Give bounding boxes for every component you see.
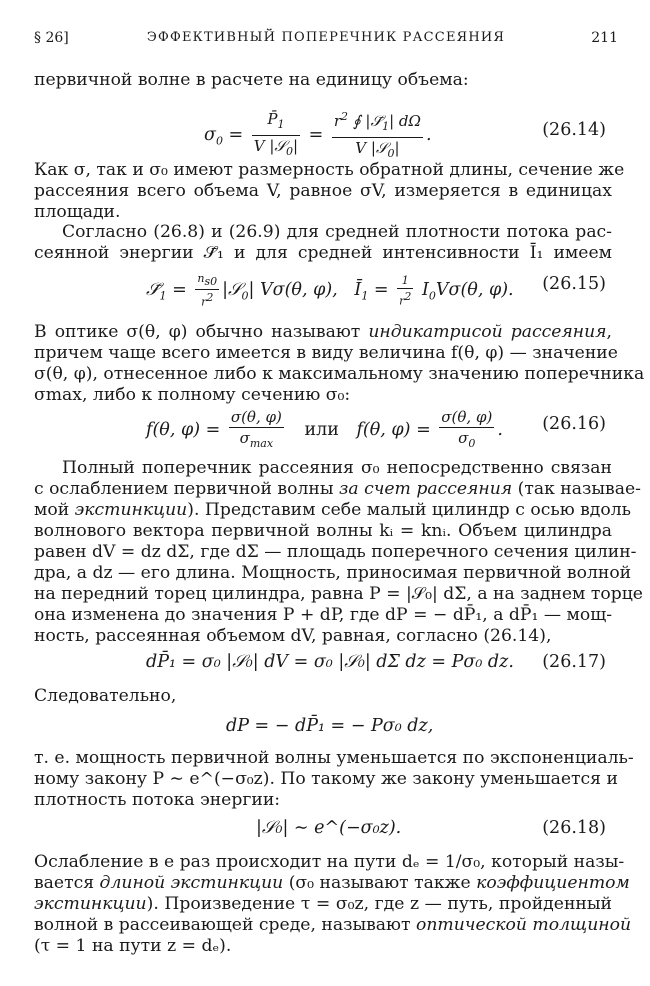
text-line: экстинкции). Произведение τ = σ₀z, где z — путь, пройденный [34,894,612,914]
text-line: плотность потока энергии: [34,790,281,810]
text-line: ному закону P ∼ e^(−σ₀z). По такому же закону уменьшается и [34,769,618,789]
equation-26-18 [34,818,612,842]
text-line: она изменена до значения P + dP, где dP = − dP̄₁, а dP̄₁ — мощ- [34,605,612,625]
equation-number: (26.16) [542,414,606,434]
running-title: ЭФФЕКТИВНЫЙ ПОПЕРЕЧНИК РАССЕЯНИЯ [146,30,506,45]
connector-word: или [304,420,339,440]
equation-body: dP̄₁ = σ₀ |𝒮₀| dV = σ₀ |𝒮₀| dΣ dz = Pσ₀ dz. [146,652,514,672]
section-marker: § 26] [34,30,69,46]
text-line: Следовательно, [34,686,177,706]
text-line: равен dV = dz dΣ, где dΣ — площадь поперечного сечения цилин- [34,542,637,562]
text-line: Как σ, так и σ₀ имеют размерность обратной длины, сечение же [34,160,625,180]
text-line: Согласно (26.8) и (26.9) для средней плотности потока рас- [62,222,612,242]
equation-26-16 [34,406,612,450]
paragraph-according [34,222,612,264]
equation-26-15 [34,270,612,310]
text-line: σ(θ, φ), отнесенное либо к максимальному значению поперечника [34,364,645,384]
text-line: волной в рассеивающей среде, называют оптической толщиной [34,915,632,935]
term-coefficient: коэффициентом [476,873,630,893]
text-line: на передний торец цилиндра, равна P = |𝒮₀| dΣ, а на заднем торце [34,584,643,604]
term-extinction: экстинкции [74,500,188,520]
text-line: сеянной энергии 𝒮̄₁ и для средней интенсивности Ī₁ имеем [34,243,612,263]
term-scattering: за счет рассеяния [338,479,513,499]
equation-body: |𝒮₀| ∼ e^(−σ₀z). [256,818,402,838]
term-indicatrix: индикатрисой рассеяния [368,322,607,342]
text-line: В оптике σ(θ, φ) обычно называют индикатрисой рассеяния, [34,322,612,342]
text-line: мой экстинкции). Представим себе малый цилиндр с осью вдоль [34,500,632,520]
equation-body: dP = − dP̄₁ = − Pσ₀ dz, [226,716,434,736]
paragraph-intro [34,70,612,91]
text-line: Ослабление в e раз происходит на пути dₑ = 1/σ₀, который назы- [34,852,625,872]
text-line: первичной волне в расчете на единицу объема: [34,70,469,90]
equation-unnumbered [34,716,612,740]
text-line: волнового вектора первичной волны kᵢ = knᵢ. Объем цилиндра [34,521,612,541]
equation-number: (26.18) [542,818,606,838]
paragraph-consequently [34,686,612,707]
text-line: (τ = 1 на пути z = dₑ). [34,936,232,956]
running-header [34,30,618,50]
paragraph-extinction [34,458,643,647]
page-number: 211 [591,30,618,46]
text-line: σmax, либо к полному сечению σ₀: [34,385,351,405]
term-optical-thickness: оптической толщиной [416,915,632,935]
equation-26-14 [34,102,612,160]
text-line: причем чаще всего имеется в виду величина f(θ, φ) — значение [34,343,618,363]
text-line: вается длиной экстинкции (σ₀ называют также коэффициентом [34,873,630,893]
equation-number: (26.15) [542,274,606,294]
text-line: дра, а dz — его длина. Мощность, приносимая первичной волной [34,563,632,583]
text-line: площади. [34,202,121,222]
equation-number: (26.17) [542,652,606,672]
paragraph-attenuation [34,852,632,957]
equation-body: $𝒮̄_1$ = $\frac{n_{s0}}{r^2}$ |𝒮$_0$| Vσ(θ, φ), $Ī_1$ = $\frac{1}{r^2}$ $I_0V\sigma(\theta$, φ). [146,272,514,309]
text-line: Полный поперечник рассеяния σ₀ непосредственно связан [62,458,612,478]
equation-body: f(θ, φ) = $\frac{\sigma(\theta, \varphi)}{\sigma_{max}}$ или f(θ, φ) = $\frac{\sigma(\theta, \varphi)}{\sigma_0}$ . [146,408,503,450]
text-line: рассеяния всего объема V, равное σV, измеряется в единицах [34,181,612,201]
text-line: ность, рассеянная объемом dV, равная, согласно (26.14), [34,626,552,646]
equation-26-17 [34,652,612,676]
term-extinction-length: длиной экстинкции [99,873,284,893]
paragraph-indicatrix [34,322,645,406]
term-extinction-2: экстинкции [34,894,147,914]
text-line: т. е. мощность первичной волны уменьшается по экспоненциаль- [34,748,634,768]
equation-body: $\sigma_0$ = $\frac{P̄_1}{V |𝒮_0|}$ = $\frac{r^2 ∮ |𝒮̄_1| d\Omega}{V |𝒮_0|}$ . [204,110,432,160]
paragraph-dimension [34,160,625,223]
paragraph-exponential [34,748,634,811]
equation-number: (26.14) [542,120,606,140]
text-line: с ослаблением первичной волны за счет рассеяния (так называе- [34,479,641,499]
